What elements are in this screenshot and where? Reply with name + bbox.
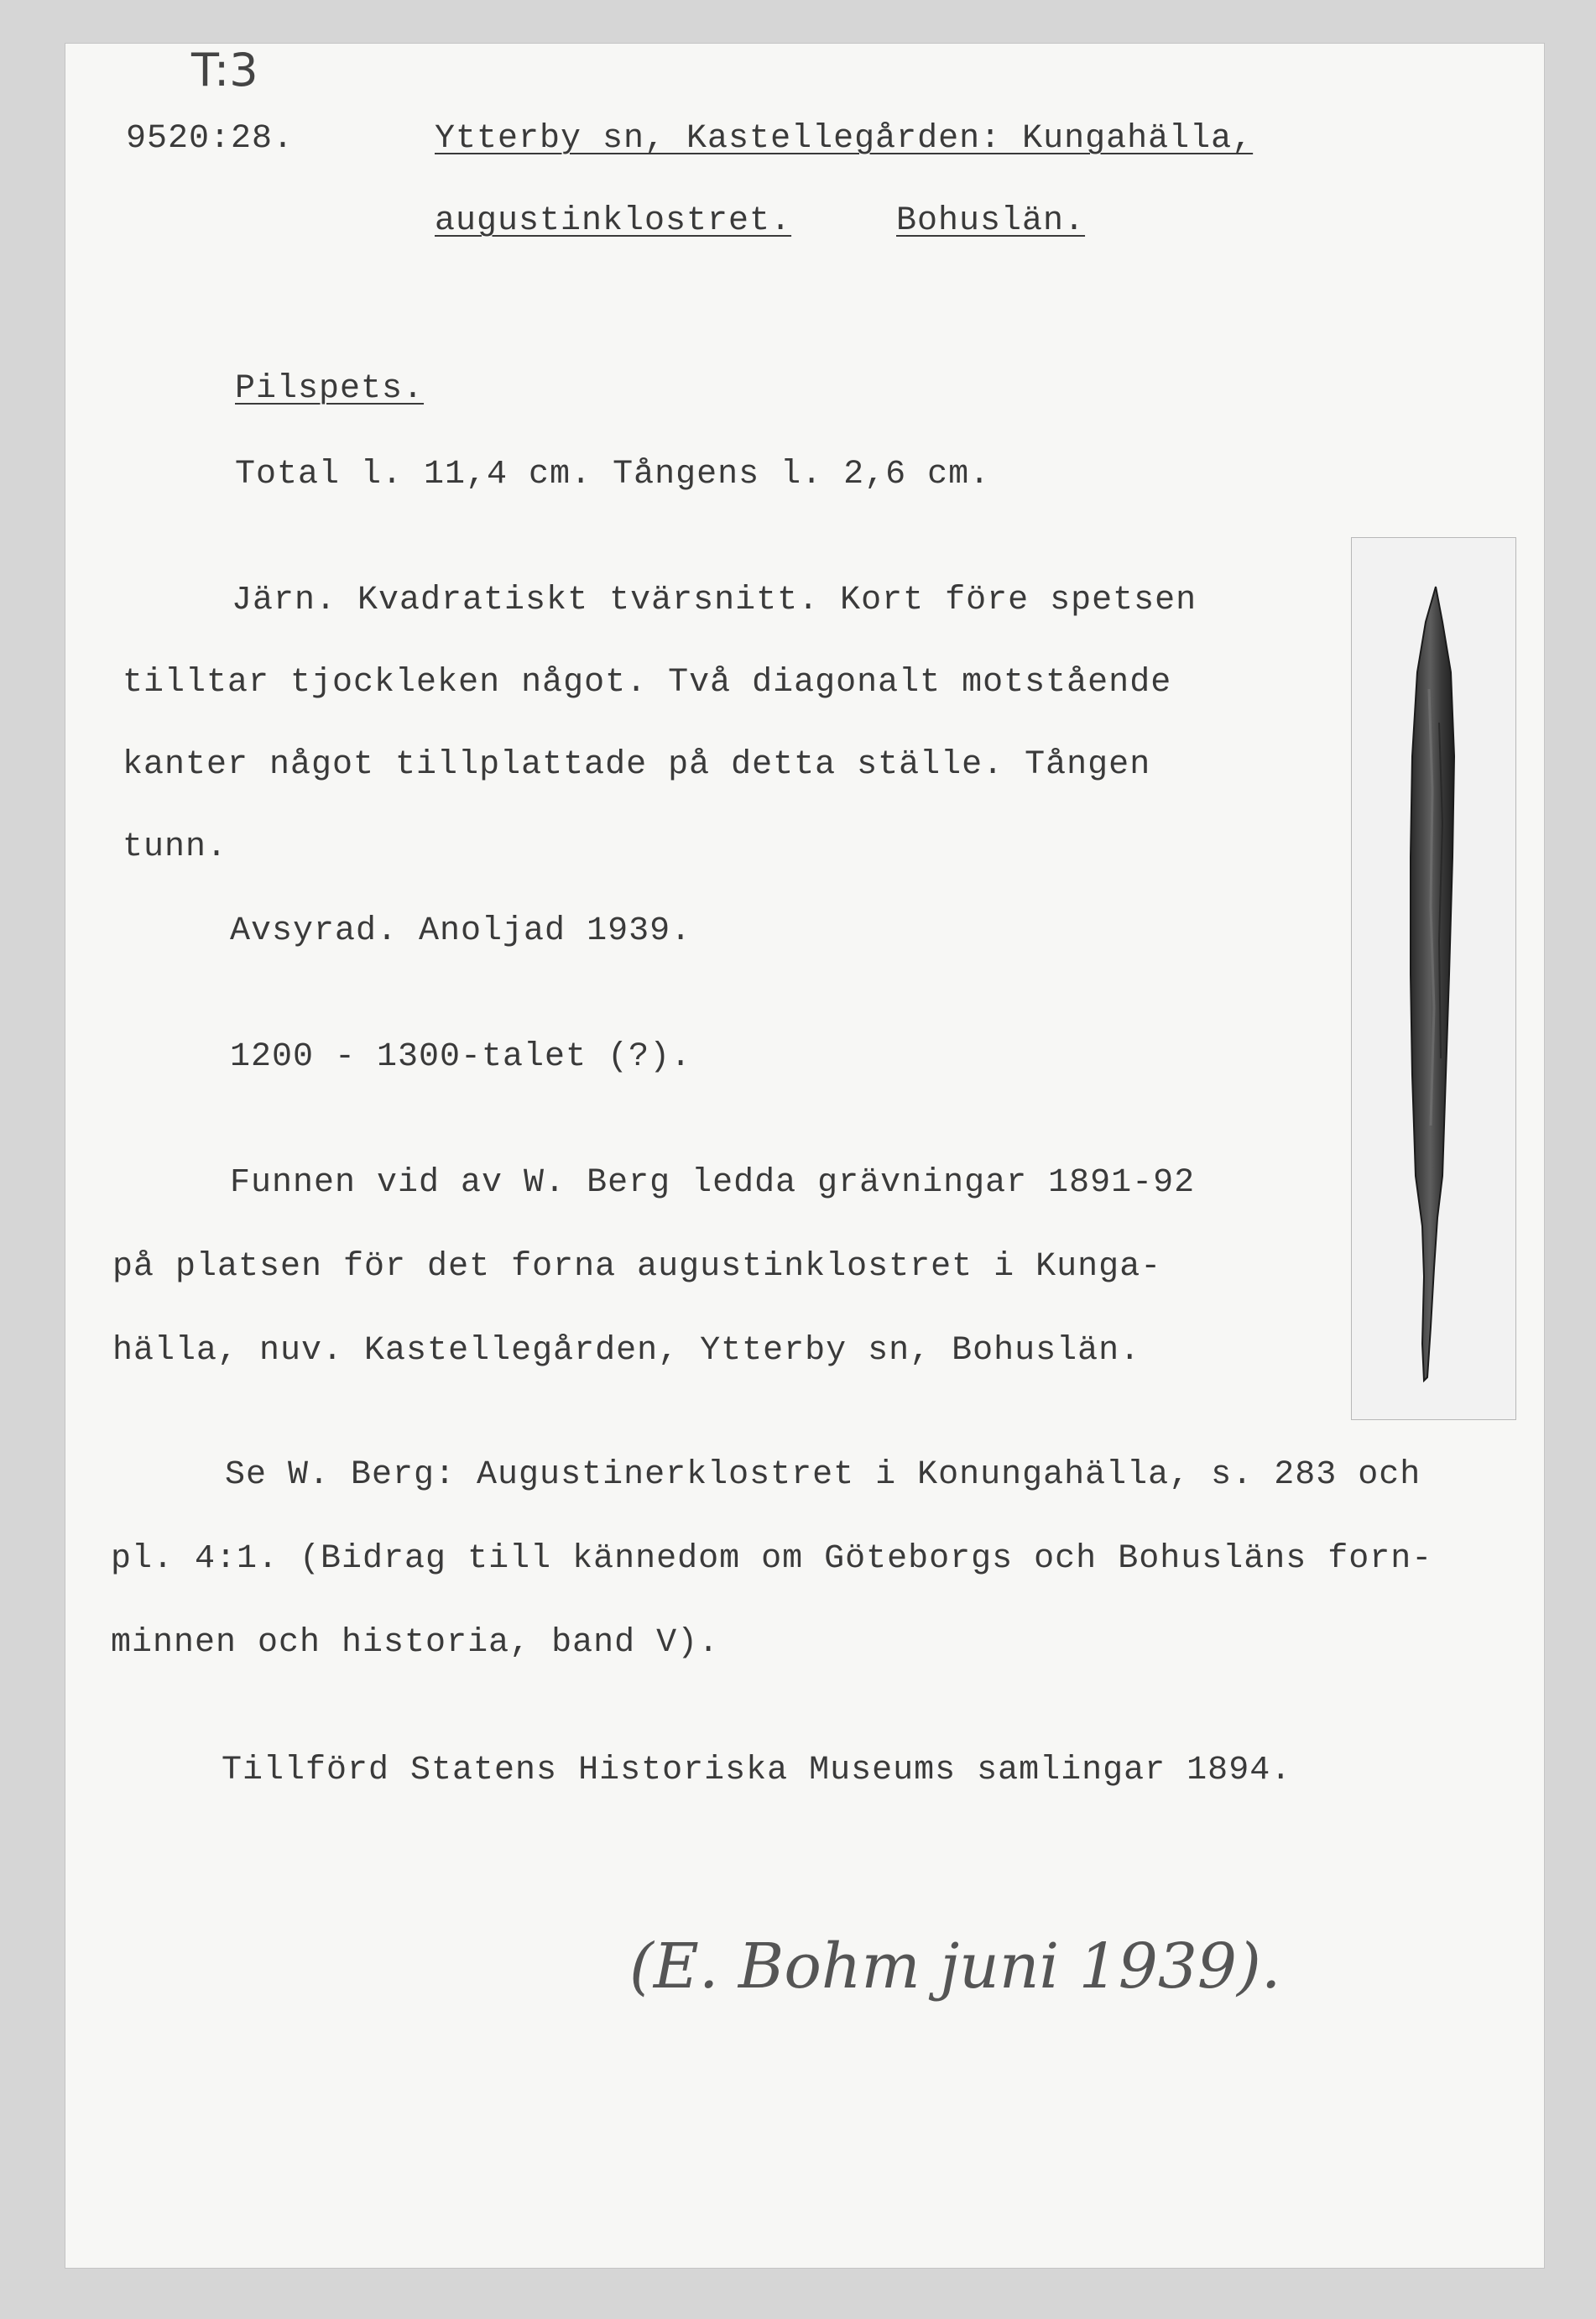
location-line-1: Ytterby sn, Kastellegården: Kungahälla, bbox=[435, 120, 1254, 158]
reference-line-3: minnen och historia, band V). bbox=[111, 1624, 720, 1662]
arrowhead-image bbox=[1352, 538, 1515, 1419]
conservation: Avsyrad. Anoljad 1939. bbox=[230, 912, 692, 950]
description-line-3: kanter något tillplattade på detta ställe. Tången bbox=[123, 746, 1151, 784]
find-context-line-1: Funnen vid av W. Berg ledda grävningar 1891-92 bbox=[230, 1164, 1196, 1202]
catalog-card bbox=[65, 44, 1544, 2268]
signature: (E. Bohm juni 1939). bbox=[629, 1930, 1281, 2003]
find-context-line-3: hälla, nuv. Kastellegården, Ytterby sn, Bohuslän. bbox=[112, 1332, 1141, 1370]
dating: 1200 - 1300-talet (?). bbox=[230, 1038, 692, 1076]
corner-mark: T:3 bbox=[191, 44, 258, 97]
catalog-number: 9520:28. bbox=[126, 120, 295, 158]
arrowhead-photo bbox=[1351, 537, 1516, 1420]
description-line-4: tunn. bbox=[123, 828, 228, 866]
object-name: Pilspets. bbox=[235, 370, 425, 408]
location-line-2b: Bohuslän. bbox=[896, 202, 1086, 240]
location-line-2a: augustinklostret. bbox=[435, 202, 792, 240]
acquisition: Tillförd Statens Historiska Museums samlingar 1894. bbox=[222, 1752, 1292, 1789]
description-line-1: Järn. Kvadratiskt tvärsnitt. Kort före spetsen bbox=[232, 582, 1197, 619]
reference-line-2: pl. 4:1. (Bidrag till kännedom om Göteborgs och Bohusläns forn- bbox=[111, 1540, 1433, 1578]
find-context-line-2: på platsen för det forna augustinklostret i Kunga- bbox=[112, 1248, 1162, 1286]
description-line-2: tilltar tjockleken något. Två diagonalt motstående bbox=[123, 664, 1172, 702]
reference-line-1: Se W. Berg: Augustinerklostret i Konungahälla, s. 283 och bbox=[225, 1456, 1421, 1494]
dimensions: Total l. 11,4 cm. Tångens l. 2,6 cm. bbox=[235, 456, 991, 494]
